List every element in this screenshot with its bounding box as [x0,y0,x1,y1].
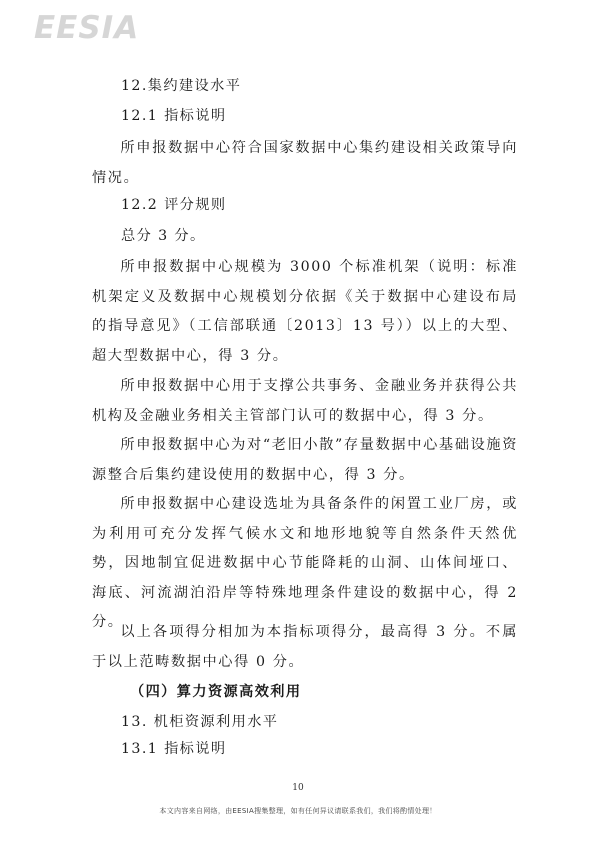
footer-disclaimer: 本文内容来自网络，由EESIA搜集整理，如有任何异议请联系我们，我们将酌情处理！ [159,807,437,815]
paragraph-12-1: 所申报数据中心符合国家数据中心集约建设相关政策导向情况。 [92,140,518,186]
summary-paragraph: 以上各项得分相加为本指标项得分，最高得 3 分。不属于以上范畴数据中心得 0 分。 [92,624,518,670]
heading-12: 12.集约建设水平 [121,78,242,94]
section-4-heading: （四）算力资源高效利用 [130,684,302,700]
rule-1: 所申报数据中心规模为 3000 个标准机架（说明：标准机架定义及数据中心规模划分依据《关于数据中心建设布局的指导意见》（工信部联通〔2013〕13 号））以上的大型、超大型数据中心，得 3 分。 [92,259,518,364]
rule-4: 所申报数据中心建设选址为具备条件的闲置工业厂房，或为利用可充分发挥气候水文和地形地貌等自然条件天然优势，因地制宜促进数据中心节能降耗的山洞、山体间垭口、海底、河流湖泊沿岸等特殊地理条件建设的数据中心，得 2 分。 [92,496,518,631]
heading-12-2: 12.2 评分规则 [121,197,227,213]
rule-2: 所申报数据中心用于支撑公共事务、金融业务并获得公共机构及金融业务相关主管部门认可的数据中心，得 3 分。 [92,378,518,424]
heading-12-1: 12.1 指标说明 [121,108,227,124]
total-score: 总分 3 分。 [121,228,206,244]
rule-3: 所申报数据中心为对“老旧小散”存量数据中心基础设施资源整合后集约建设使用的数据中心，得 3 分。 [92,437,518,483]
heading-13: 13. 机柜资源利用水平 [121,714,279,730]
eesia-logo: EESIA [34,10,140,46]
heading-13-1: 13.1 指标说明 [121,741,227,757]
page-number: 10 [292,783,304,793]
